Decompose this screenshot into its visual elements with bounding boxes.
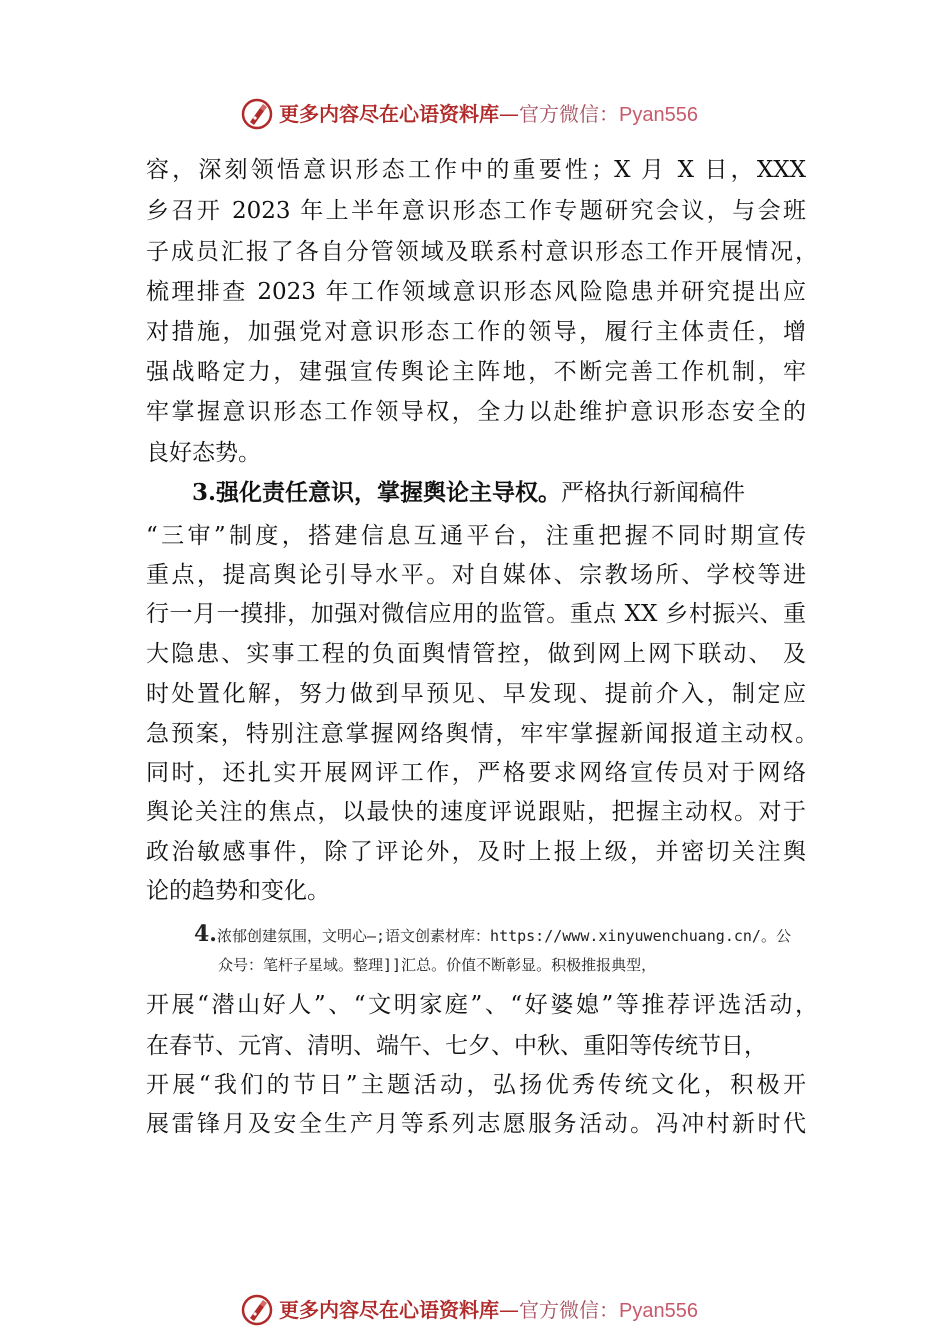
body-line: 子成员汇报了各自分管领域及联系村意识形态工作开展情况， xyxy=(146,239,818,265)
footer-text xyxy=(279,1297,698,1324)
body-line: 乡召开 2023 年上半年意识形态工作专题研究会议，与会班 xyxy=(146,198,806,224)
section-number: 4. xyxy=(194,921,217,947)
body-line: 重点，提高舆论引导水平。对自媒体、宗教场所、学校等进 xyxy=(146,562,806,588)
body-line: 行一月一摸排，加强对微信应用的监管。重点 XX 乡村振兴、重 xyxy=(146,601,806,627)
body-line: 急预案，特别注意掌握网络舆情，牢牢掌握新闻报道主动权。 xyxy=(146,721,818,747)
body-line: 良好态势。 xyxy=(146,440,261,466)
body-line: 同时，还扎实开展网评工作，严格要求网络宣传员对于网络 xyxy=(146,760,806,786)
body-line: 舆论关注的焦点，以最快的速度评说跟贴，把握主动权。对于 xyxy=(146,799,806,825)
body-line: 对措施，加强党对意识形态工作的领导，履行主体责任，增 xyxy=(146,319,806,345)
header-banner xyxy=(0,94,950,134)
wechat-id: Pyan556 xyxy=(619,1300,698,1322)
brand-dash: — xyxy=(499,1298,519,1322)
body-line: 容，深刻领悟意识形态工作中的重要性；X 月 X 日，XXX xyxy=(146,157,806,183)
body-line: 政治敏感事件，除了评论外，及时上报上级，并密切关注舆 xyxy=(146,839,806,865)
small-line xyxy=(194,921,791,947)
body-line: 牢掌握意识形态工作领导权，全力以赴维护意识形态安全的 xyxy=(146,399,806,425)
body-line: 开展“潜山好人”、“文明家庭”、“好婆媳”等推荐评选活动， xyxy=(146,992,818,1018)
pen-nib-logo-icon xyxy=(241,98,273,130)
body-line: 展雷锋月及安全生产月等系列志愿服务活动。冯冲村新时代 xyxy=(146,1111,806,1137)
small-line: 众号：笔杆子星域。整理]]汇总。价值不断彰显。积极推报典型， xyxy=(218,956,657,974)
body-line: 时处置化解，努力做到早预见、早发现、提前介入，制定应 xyxy=(146,681,806,707)
body-line: 梳理排查 2023 年工作领域意识形态风险隐患并研究提出应 xyxy=(146,279,806,305)
wechat-id: Pyan556 xyxy=(619,104,698,126)
footer-banner xyxy=(0,1290,950,1330)
section-heading-line xyxy=(192,478,745,508)
header-text xyxy=(279,101,698,128)
body-line: 开展“我们的节日”主题活动，弘扬优秀传统文化，积极开 xyxy=(146,1072,806,1098)
body-line: 在春节、元宵、清明、端午、七夕、中秋、重阳等传统节日， xyxy=(146,1033,767,1059)
brand-dash: — xyxy=(499,102,519,126)
brand-name: 更多内容尽在心语资料库 xyxy=(279,1298,499,1322)
body-line: 大隐患、实事工程的负面舆情管控，做到网上网下联动、 及 xyxy=(146,641,806,667)
section-heading: 3.强化责任意识，掌握舆论主导权。 xyxy=(192,479,562,506)
body-line: 论的趋势和变化。 xyxy=(146,878,330,904)
body-text: 严格执行新闻稿件 xyxy=(561,480,746,506)
brand-name: 更多内容尽在心语资料库 xyxy=(279,102,499,126)
wechat-label: 官方微信： xyxy=(519,1298,619,1322)
wechat-label: 官方微信： xyxy=(519,102,619,126)
pen-nib-logo-icon xyxy=(241,1294,273,1326)
small-text: 浓郁创建氛围，文明心—;语文创素材库：https://www.xinyuwenchuang.cn/。公 xyxy=(216,927,791,945)
body-line: “三审”制度，搭建信息互通平台，注重把握不同时期宣传 xyxy=(146,523,806,549)
body-line: 强战略定力，建强宣传舆论主阵地，不断完善工作机制，牢 xyxy=(146,359,806,385)
